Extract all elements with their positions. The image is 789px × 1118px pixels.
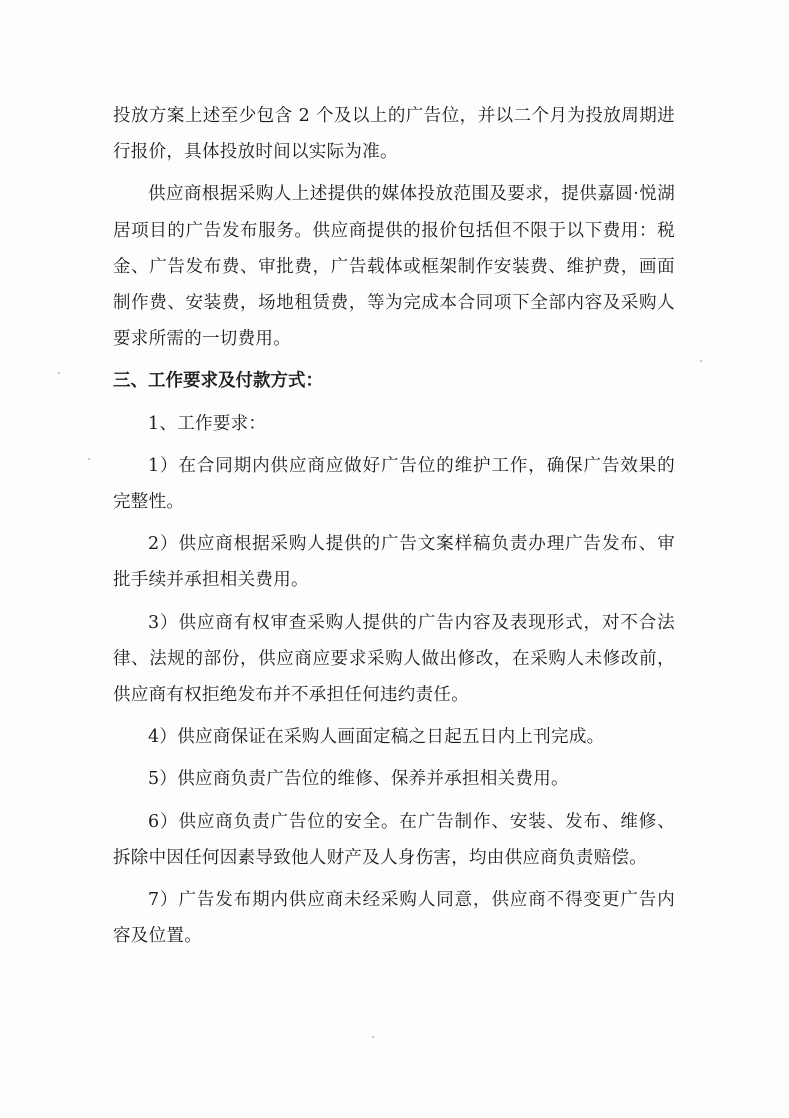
list-item-6: 6）供应商负责广告位的安全。在广告制作、安装、发布、维修、拆除中因任何因素导致他人财产及人身伤害，均由供应商负责赔偿。 <box>113 811 675 868</box>
subheading-work-requirements: 1、工作要求： <box>148 413 267 434</box>
scan-speck <box>58 372 60 374</box>
scan-speck <box>88 458 90 460</box>
list-item-1: 1）在合同期内供应商应做好广告位的维护工作，确保广告效果的完整性。 <box>113 455 675 513</box>
list-item-4: 4）供应商保证在采购人画面定稿之日起五日内上刊完成。 <box>148 727 605 748</box>
list-item-3: 3）供应商有权审查采购人提供的广告内容及表现形式，对不合法律、法规的部份，供应商应要求采购人做出修改，在采购人未修改前，供应商有权拒绝发布并不承担任何违约责任。 <box>113 612 675 706</box>
paragraph-supplier-service-scope: 供应商根据采购人上述提供的媒体投放范围及要求，提供嘉圆·悦湖居项目的广告发布服务。供应商提供的报价包括但不限于以下费用：税金、广告发布费、审批费，广告载体或框架制作安装费、维护费，画面制作费、安装费，场地租赁费，等为完成本合同项下全部内容及采购人要求所需的一切费用。 <box>113 184 675 350</box>
list-item-5: 5）供应商负责广告位的维修、保养并承担相关费用。 <box>148 769 569 790</box>
scan-speck <box>372 1036 374 1038</box>
section-heading-work-and-payment: 三、工作要求及付款方式： <box>113 371 323 392</box>
document-body <box>113 98 675 960</box>
paragraph-ad-placement-plan: 投放方案上述至少包含 2 个及以上的广告位，并以二个月为投放周期进行报价，具体投放时间以实际为准。 <box>113 106 675 163</box>
list-item-7: 7）广告发布期内供应商未经采购人同意，供应商不得变更广告内容及位置。 <box>113 890 675 947</box>
scan-speck <box>700 360 702 362</box>
list-item-2: 2）供应商根据采购人提供的广告文案样稿负责办理广告发布、审批手续并承担相关费用。 <box>113 534 675 591</box>
